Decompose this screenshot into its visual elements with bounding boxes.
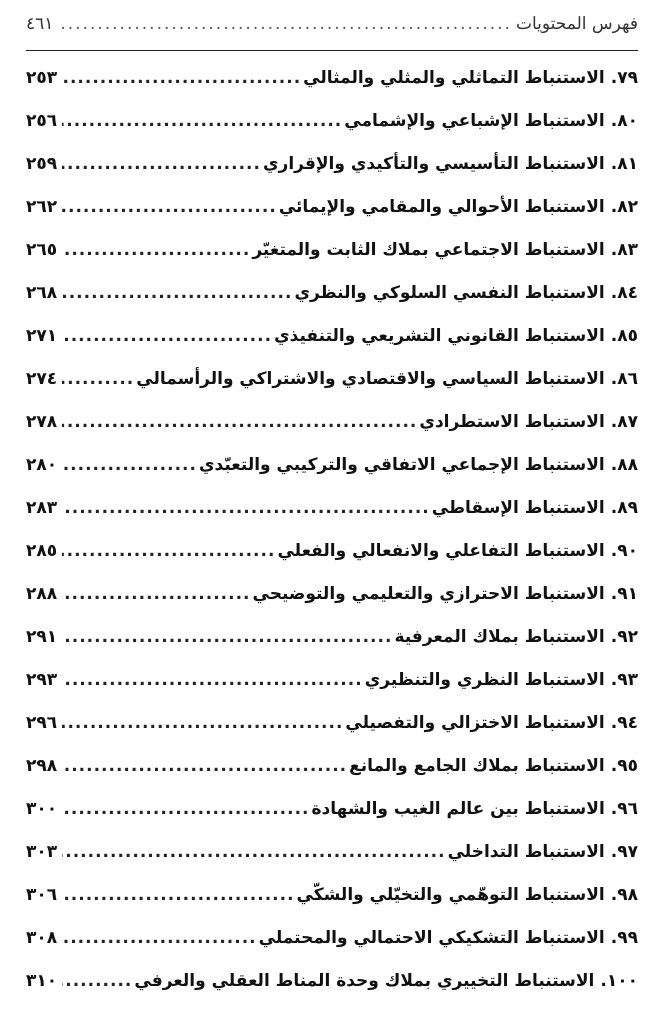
toc-entry [26,917,638,960]
dot-leader [62,100,342,143]
toc-entry [26,186,638,229]
toc-entry [26,530,638,573]
entry-number: ٩٩. [610,928,638,948]
entry-page-number: ٣٠٨ [26,928,58,948]
entry-page-number: ٢٩٦ [26,713,58,733]
entry-page-number: ٢٨٨ [26,584,58,604]
entry-number: ٨٥. [610,326,638,346]
entry-page-number: ٢٥٣ [26,68,58,88]
toc-entry [26,100,638,143]
toc-entry [26,788,638,831]
entry-page-number: ٢٦٨ [26,283,58,303]
toc-entry [26,659,638,702]
dot-leader [62,315,272,358]
entry-page-number: ٢٨٥ [26,541,58,561]
entry-title: الاستنباط الاستطرادي [419,412,605,432]
dot-leader [62,788,310,831]
entry-title: الاستنباط التوهّمي والتخيّلي والشكّي [296,885,605,905]
entry-title: الاستنباط التماثلي والمثلي والمثالي [303,68,605,88]
entry-title: الاستنباط النظري والتنظيري [364,670,605,690]
entry-number: ٨٣. [610,240,638,260]
entry-number: ٨٤. [610,283,638,303]
entry-title: الاستنباط النفسي السلوكي والنظري [294,283,605,303]
toc-entry [26,616,638,659]
entry-page-number: ٢٩١ [26,627,58,647]
entry-page-number: ٢٧٨ [26,412,58,432]
dot-leader [62,530,275,573]
dot-leader [62,272,292,315]
entry-number: ٨٩. [610,498,638,518]
entry-number: ٩٧. [610,842,638,862]
entry-title: الاستنباط الإسقاطي [431,498,605,518]
entry-page-number: ٢٥٩ [26,154,58,174]
toc-entry [26,831,638,874]
toc-entry [26,358,638,401]
dot-leader [62,143,261,186]
dot-leader [62,444,197,487]
entry-number: ٩٠. [610,541,638,561]
dot-leader [62,487,430,530]
entry-number: ٨٦. [610,369,638,389]
toc-entry [26,143,638,186]
entry-page-number: ٣١٠ [26,971,58,991]
dot-leader [62,659,363,702]
dot-leader [62,573,251,616]
header-rule [26,50,638,51]
entry-title: الاستنباط التداخلي [447,842,605,862]
entry-title: الاستنباط الاحترازي والتعليمي والتوضيحي [252,584,605,604]
entry-number: ٨١. [610,154,638,174]
header-page-number: ٤٦١ [26,14,54,34]
entry-title: الاستنباط الاختزالي والتفصيلي [345,713,605,733]
entry-page-number: ٢٧٤ [26,369,58,389]
entry-number: ٨٧. [610,412,638,432]
dot-leader [62,616,392,659]
entry-number: ٩٢. [610,627,638,647]
entry-page-number: ٢٦٥ [26,240,58,260]
entry-number: ٧٩. [610,68,638,88]
toc-entry [26,487,638,530]
dot-leader [62,917,257,960]
entry-number: ٨٢. [610,197,638,217]
entry-page-number: ٢٥٦ [26,111,58,131]
header-title: فهرس المحتويات [515,14,638,34]
entry-page-number: ٣٠٠ [26,799,58,819]
entry-title: الاستنباط التأسيسي والتأكيدي والإقراري [262,154,605,174]
entry-title: الاستنباط بملاك المعرفية [394,627,605,647]
toc-entry [26,444,638,487]
entry-title: الاستنباط التشكيكي الاحتمالي والمحتملي [258,928,605,948]
dot-leader [62,702,343,745]
entry-title: الاستنباط بملاك الجامع والمانع [349,756,605,776]
toc-entry [26,229,638,272]
toc-entry [26,874,638,917]
dot-leader [62,401,417,444]
entry-page-number: ٣٠٦ [26,885,58,905]
entry-title: الاستنباط الأحوالي والمقامي والإيمائي [278,197,605,217]
entry-page-number: ٣٠٣ [26,842,58,862]
entry-title: الاستنباط التفاعلي والانفعالي والفعلي [277,541,605,561]
toc-entry [26,401,638,444]
entry-title: الاستنباط الإجماعي الاتفاقي والتركيبي والتعبّدي [198,455,605,475]
entry-page-number: ٢٨٠ [26,455,58,475]
entry-title: الاستنباط السياسي والاقتصادي والاشتراكي والرأسمالي [136,369,605,389]
dot-leader [62,57,301,100]
toc-entry [26,315,638,358]
entry-page-number: ٢٦٢ [26,197,58,217]
entry-number: ٩٣. [610,670,638,690]
table-of-contents [26,57,638,1003]
toc-entry [26,702,638,745]
entry-title: الاستنباط الإشباعي والإشمامي [344,111,605,131]
dot-leader [62,186,277,229]
toc-entry [26,745,638,788]
toc-entry [26,57,638,100]
entry-page-number: ٢٧١ [26,326,58,346]
running-header [26,14,638,50]
entry-number: ١٠٠. [600,971,638,991]
entry-title: الاستنباط الاجتماعي بملاك الثابت والمتغيّر [252,240,605,260]
dot-leader [62,745,347,788]
dot-leader [62,831,446,874]
dot-leader [62,229,250,272]
entry-number: ٩٤. [610,713,638,733]
entry-title: الاستنباط التخييري بملاك وحدة المناط العقلي والعرفي [134,971,595,991]
toc-entry [26,573,638,616]
entry-page-number: ٢٨٣ [26,498,58,518]
entry-page-number: ٢٩٣ [26,670,58,690]
entry-title: الاستنباط بين عالم الغيب والشهادة [311,799,605,819]
entry-number: ٨٠. [610,111,638,131]
entry-number: ٨٨. [610,455,638,475]
header-dot-leader [57,14,512,34]
toc-entry [26,960,638,1003]
entry-title: الاستنباط القانوني التشريعي والتنفيذي [274,326,605,346]
dot-leader [62,960,132,1003]
toc-entry [26,272,638,315]
dot-leader [62,874,295,917]
entry-number: ٩١. [610,584,638,604]
dot-leader [62,358,134,401]
entry-number: ٩٨. [610,885,638,905]
entry-number: ٩٥. [610,756,638,776]
entry-number: ٩٦. [610,799,638,819]
entry-page-number: ٢٩٨ [26,756,58,776]
